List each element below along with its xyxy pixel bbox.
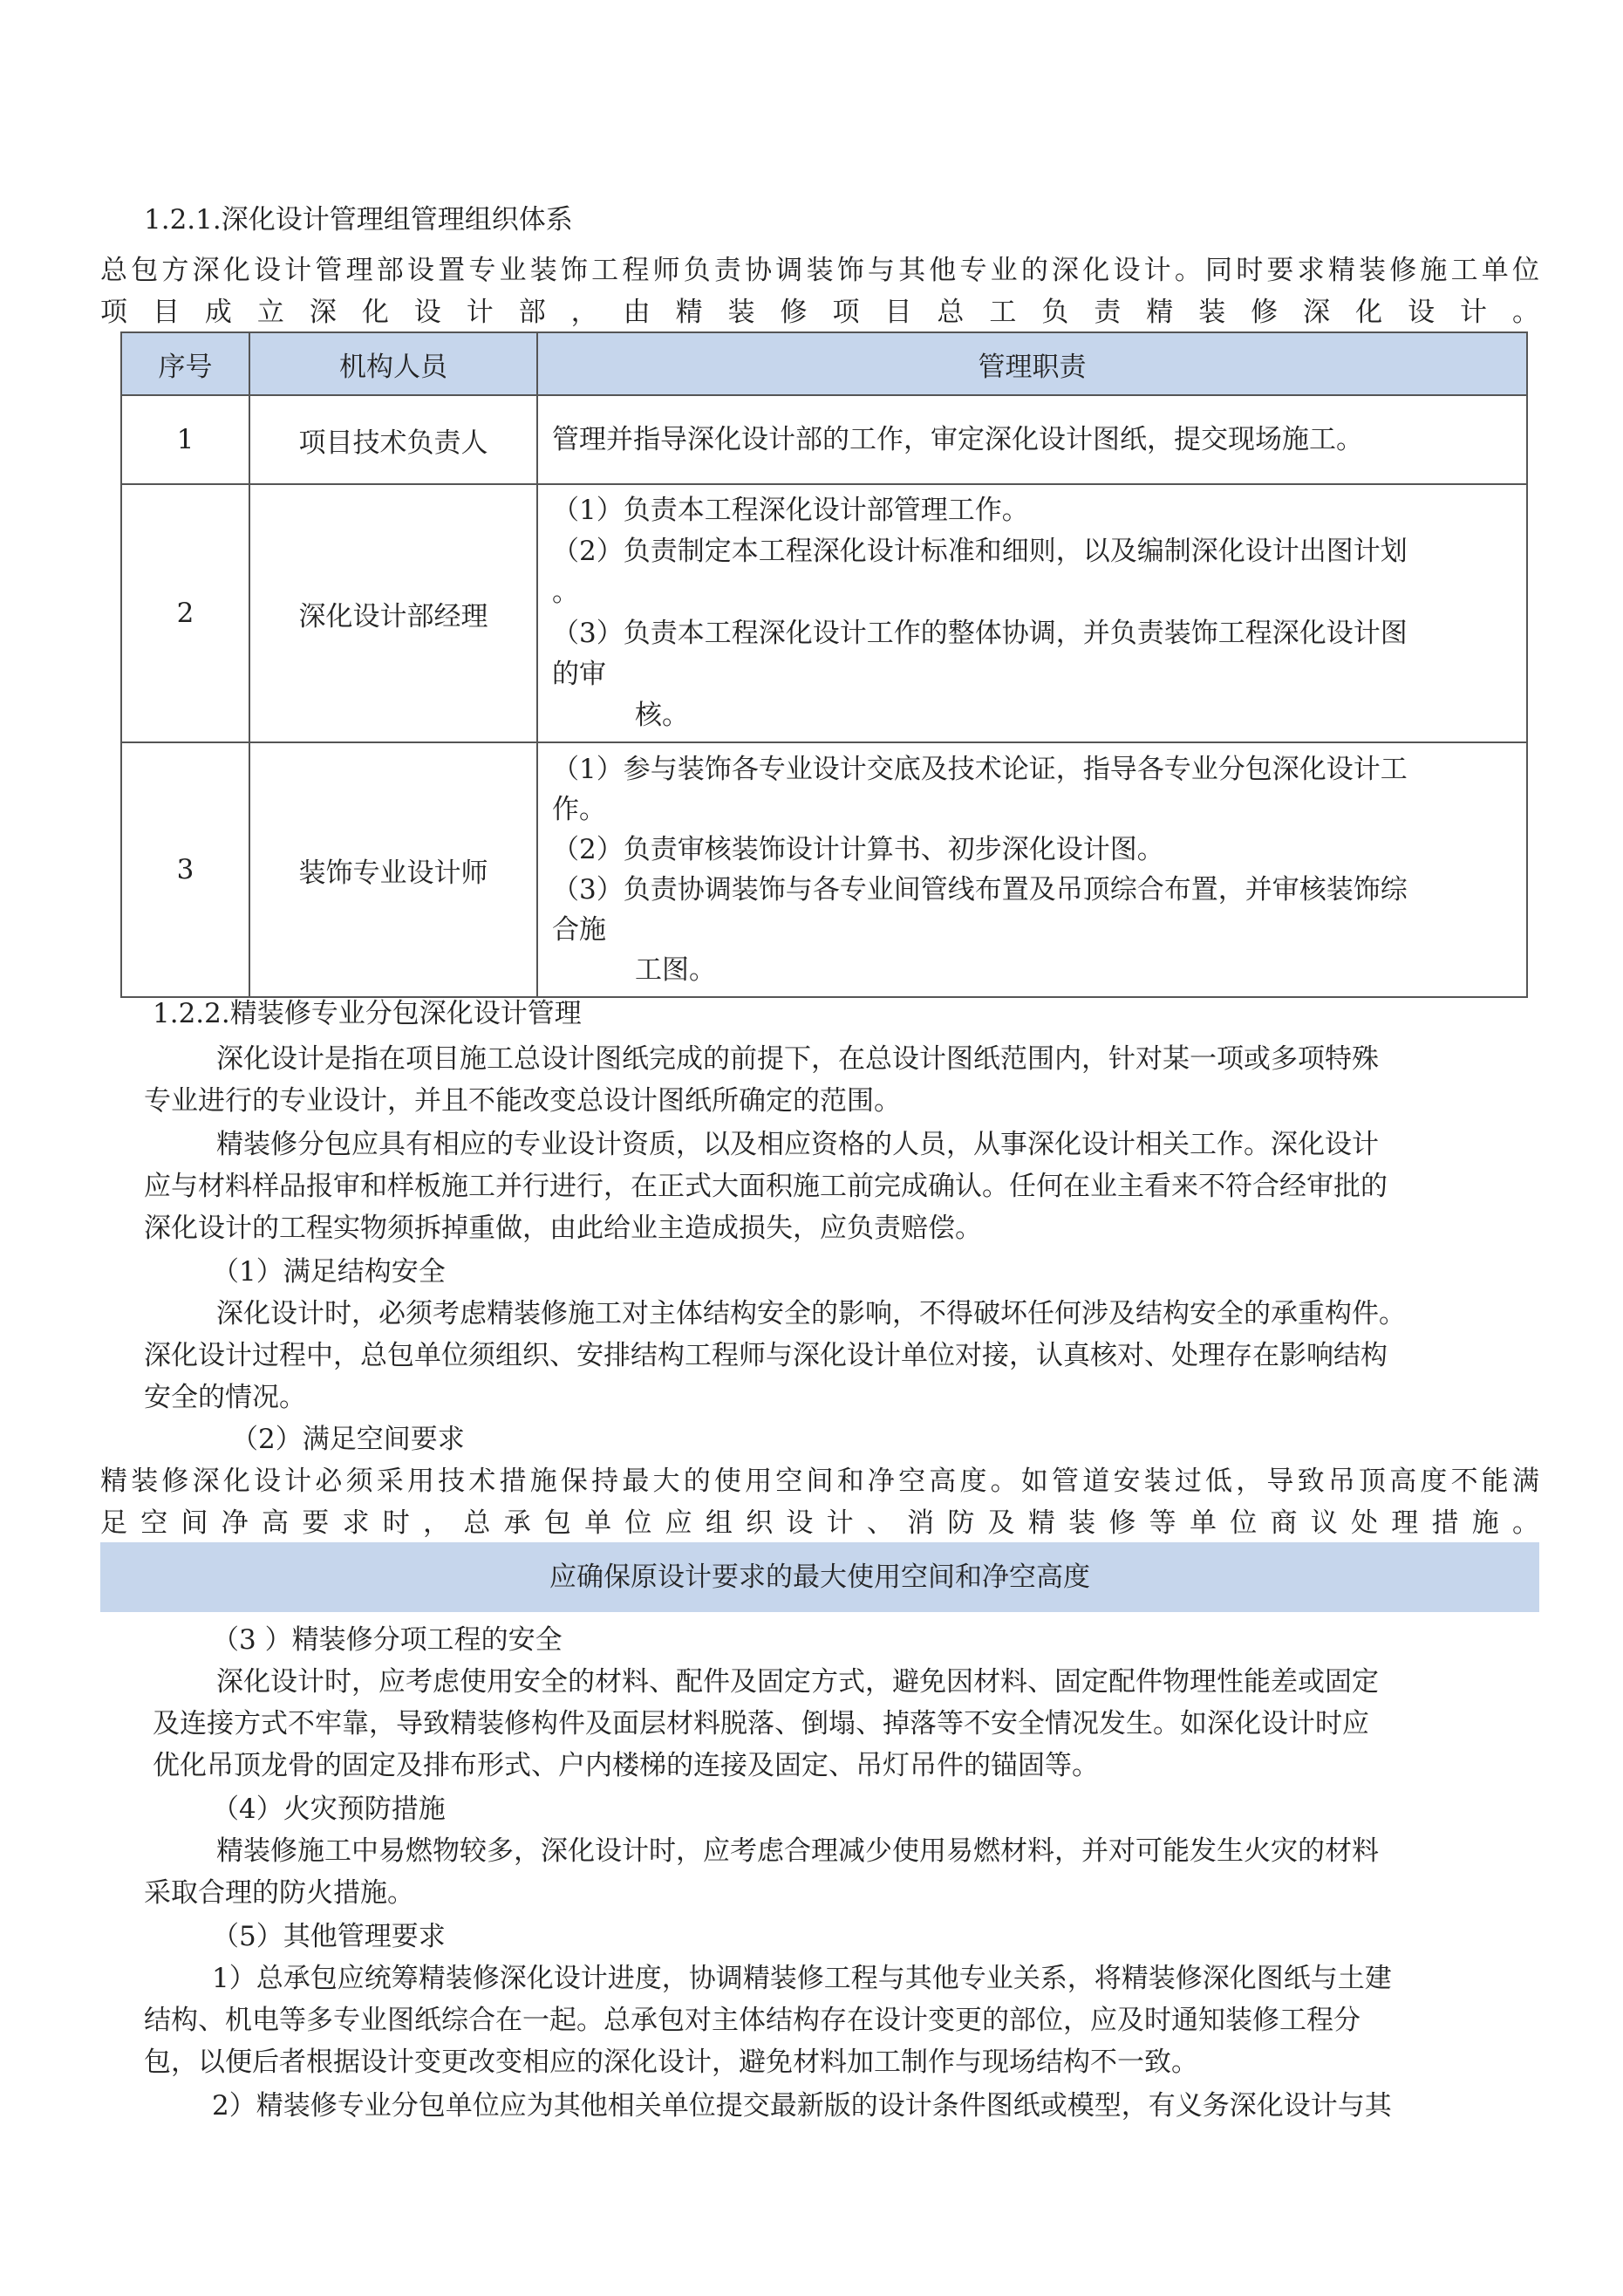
section-heading-1-2-1: 1.2.1.深化设计管理组管理组织体系 xyxy=(144,204,573,236)
intro-line-1: 总包方深化设计管理部设置专业装饰工程师负责协调装饰与其他专业的深化设计。同时要求精装修施工单位 xyxy=(100,255,1539,286)
responsibility-table xyxy=(120,331,1528,998)
para-line: 深化设计时，应考虑使用安全的材料、配件及固定方式，避免因材料、固定配件物理性能差或固定 xyxy=(216,1666,1379,1698)
duty-line: （2）负责审核装饰设计计算书、初步深化设计图。 xyxy=(552,834,1164,865)
row-number: 3 xyxy=(121,742,249,997)
para-line: 深化设计过程中，总包单位须组织、安排结构工程师与深化设计单位对接，认真核对、处理存在影响结构 xyxy=(144,1340,1388,1371)
duty-line: 管理并指导深化设计部的工作，审定深化设计图纸，提交现场施工。 xyxy=(552,424,1363,455)
table-row xyxy=(121,395,1527,484)
row-duties xyxy=(537,742,1527,997)
para-line: 结构、机电等多专业图纸综合在一起。总承包对主体结构存在设计变更的部位，应及时通知装修工程分 xyxy=(144,2005,1360,2036)
table-header-row xyxy=(121,332,1527,395)
row-duties xyxy=(537,395,1527,484)
duty-line: 。 xyxy=(552,577,579,608)
duty-line: （3）负责本工程深化设计工作的整体协调，并负责装饰工程深化设计图 xyxy=(552,618,1408,649)
para-line: 精装修分包应具有相应的专业设计资质，以及相应资格的人员，从事深化设计相关工作。深化设计 xyxy=(216,1129,1379,1160)
table-row xyxy=(121,742,1527,997)
para-line: 1）总承包应统筹精装修深化设计进度，协调精装修工程与其他专业关系，将精装修深化图纸与土建 xyxy=(212,1963,1392,1994)
duty-line: （3）负责协调装饰与各专业间管线布置及吊顶综合布置，并审核装饰综 xyxy=(552,874,1408,905)
para-line: 2）精装修专业分包单位应为其他相关单位提交最新版的设计条件图纸或模型，有义务深化设计与其 xyxy=(212,2090,1392,2122)
row-role: 深化设计部经理 xyxy=(249,484,537,742)
subheading-space-requirements: （2）满足空间要求 xyxy=(231,1424,465,1455)
header-number: 序号 xyxy=(121,332,249,395)
subheading-fire-prevention: （4）火灾预防措施 xyxy=(212,1794,446,1825)
para-line: 深化设计是指在项目施工总设计图纸完成的前提下，在总设计图纸范围内，针对某一项或多项特殊 xyxy=(216,1043,1379,1075)
subheading-subproject-safety: （3 ）精装修分项工程的安全 xyxy=(212,1624,563,1656)
duty-line: 核。 xyxy=(635,700,689,731)
para-line: 应与材料样品报审和样板施工并行进行，在正式大面积施工前完成确认。任何在业主看来不符合经审批的 xyxy=(144,1171,1388,1202)
duty-line: 工图。 xyxy=(635,954,716,986)
highlight-banner: 应确保原设计要求的最大使用空间和净空高度 xyxy=(100,1542,1539,1612)
duty-line: 合施 xyxy=(552,914,606,946)
row-number: 2 xyxy=(121,484,249,742)
para-line: 深化设计的工程实物须拆掉重做，由此给业主造成损失，应负责赔偿。 xyxy=(144,1213,982,1244)
para-line: 精装修施工中易燃物较多，深化设计时，应考虑合理减少使用易燃材料，并对可能发生火灾的材料 xyxy=(216,1835,1379,1867)
duty-line: （1）负责本工程深化设计部管理工作。 xyxy=(552,495,1029,526)
duty-line: （1）参与装饰各专业设计交底及技术论证，指导各专业分包深化设计工 xyxy=(552,754,1408,785)
row-role: 项目技术负责人 xyxy=(249,395,537,484)
subheading-other-requirements: （5）其他管理要求 xyxy=(212,1921,446,1952)
para-line: 包，以便后者根据设计变更改变相应的深化设计，避免材料加工制作与现场结构不一致。 xyxy=(144,2047,1198,2078)
table-row xyxy=(121,484,1527,742)
intro-line-2: 项目成立深化设计部，由精装修项目总工负责精装修深化设计。 xyxy=(100,297,1539,328)
duty-line: 的审 xyxy=(552,659,606,690)
subheading-structural-safety: （1）满足结构安全 xyxy=(212,1256,446,1288)
para-line: 采取合理的防火措施。 xyxy=(144,1877,414,1909)
section-heading-1-2-2: 1.2.2.精装修专业分包深化设计管理 xyxy=(153,998,582,1029)
para-line: 专业进行的专业设计，并且不能改变总设计图纸所确定的范围。 xyxy=(144,1085,901,1117)
row-duties xyxy=(537,484,1527,742)
para-line: 精装修深化设计必须采用技术措施保持最大的使用空间和净空高度。如管道安装过低，导致吊顶高度不能满 xyxy=(100,1466,1539,1497)
duty-line: （2）负责制定本工程深化设计标准和细则，以及编制深化设计出图计划 xyxy=(552,536,1408,567)
header-role: 机构人员 xyxy=(249,332,537,395)
para-line: 足空间净高要求时，总承包单位应组织设计、消防及精装修等单位商议处理措施。 xyxy=(100,1507,1539,1539)
para-line: 安全的情况。 xyxy=(144,1382,306,1413)
para-line: 及连接方式不牢靠，导致精装修构件及面层材料脱落、倒塌、掉落等不安全情况发生。如深化设计时应 xyxy=(153,1708,1369,1739)
row-role: 装饰专业设计师 xyxy=(249,742,537,997)
header-duties: 管理职责 xyxy=(537,332,1527,395)
para-line: 优化吊顶龙骨的固定及排布形式、户内楼梯的连接及固定、吊灯吊件的锚固等。 xyxy=(153,1750,1099,1781)
duty-line: 作。 xyxy=(552,794,606,825)
row-number: 1 xyxy=(121,395,249,484)
para-line: 深化设计时，必须考虑精装修施工对主体结构安全的影响，不得破坏任何涉及结构安全的承重构件。 xyxy=(216,1298,1406,1329)
